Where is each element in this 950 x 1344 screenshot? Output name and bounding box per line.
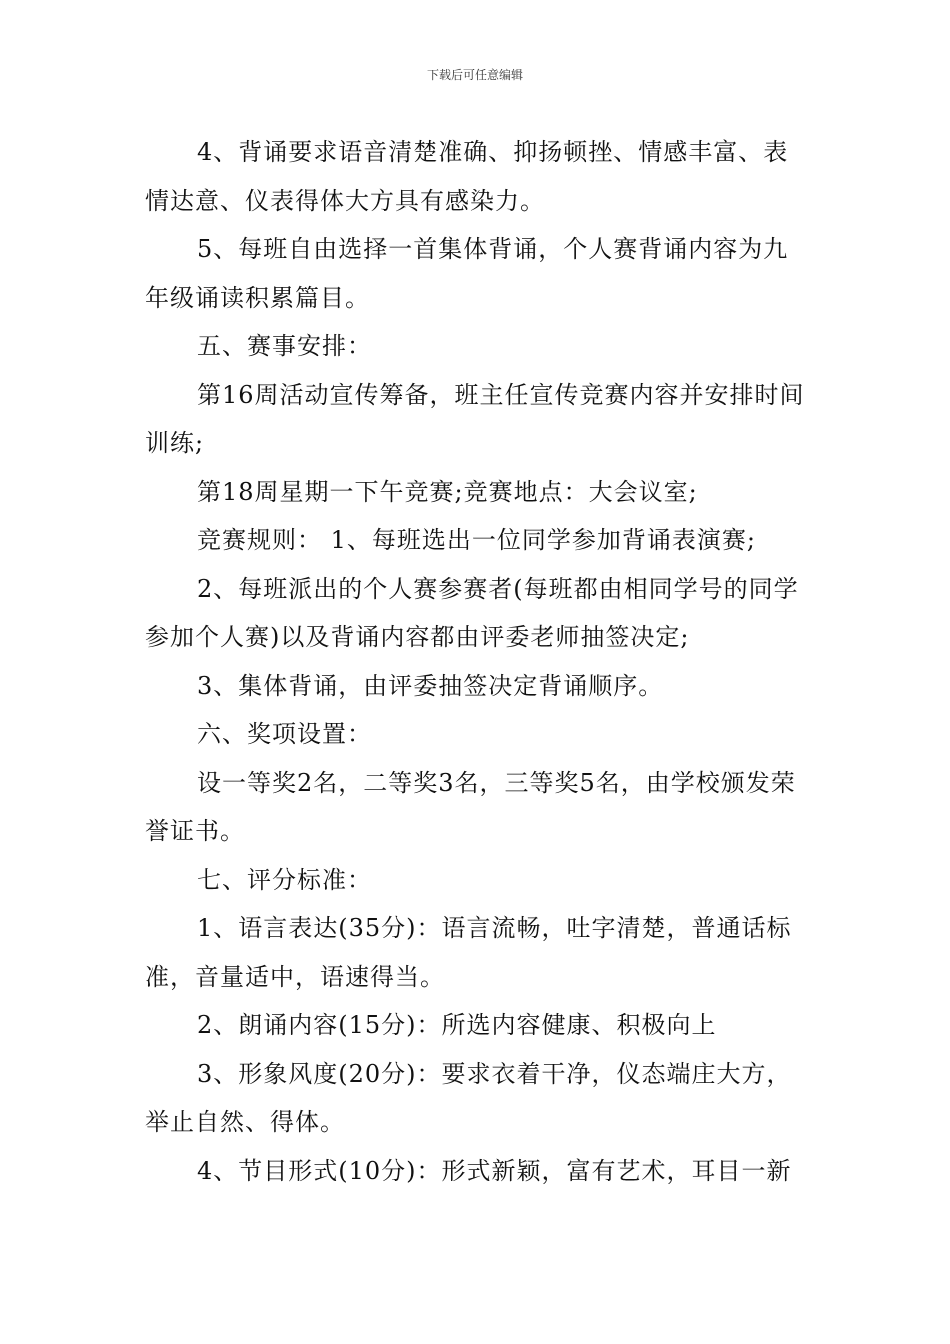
paragraph-week-16: 第16周活动宣传筹备，班主任宣传竞赛内容并安排时间训练; (145, 380, 805, 457)
section-heading-scoring: 七、评分标准： (197, 865, 372, 894)
paragraph-week-18: 第18周星期一下午竞赛;竞赛地点：大会议室; (197, 477, 698, 506)
paragraph-scoring-2: 2、朗诵内容(15分)：所选内容健康、积极向上 (197, 1011, 717, 1039)
page-header: 下载后可任意编辑 (426, 68, 523, 82)
paragraph-awards: 设一等奖2名，二等奖3名，三等奖5名，由学校颁发荣誉证书。 (145, 768, 796, 845)
section-heading-schedule: 五、赛事安排： (197, 332, 372, 360)
paragraph-item-5: 5、每班自由选择一首集体背诵，个人赛背诵内容为九年级诵读积累篇目。 (145, 235, 789, 312)
section-heading-awards: 六、奖项设置： (197, 720, 372, 748)
paragraph-scoring-1: 1、语言表达(35分)：语言流畅，吐字清楚，普通话标准，音量适中，语速得当。 (145, 914, 792, 991)
paragraph-item-4: 4、背诵要求语音清楚准确、抑扬顿挫、情感丰富、表情达意、仪表得体大方具有感染力。 (145, 138, 789, 215)
paragraph-rules-2: 2、每班派出的个人赛参赛者(每班都由相同学号的同学参加个人赛)以及背诵内容都由评委老师抽签决定; (145, 574, 799, 651)
paragraph-scoring-4: 4、节目形式(10分)：形式新颖，富有艺术，耳目一新 (197, 1156, 792, 1185)
paragraph-rules-3: 3、集体背诵，由评委抽签决定背诵顺序。 (197, 671, 664, 700)
document-body (145, 128, 810, 1195)
paragraph-rules-1: 竞赛规则： 1、每班选出一位同学参加背诵表演赛; (197, 526, 756, 554)
paragraph-scoring-3: 3、形象风度(20分)：要求衣着干净，仪态端庄大方，举止自然、得体。 (145, 1059, 792, 1136)
